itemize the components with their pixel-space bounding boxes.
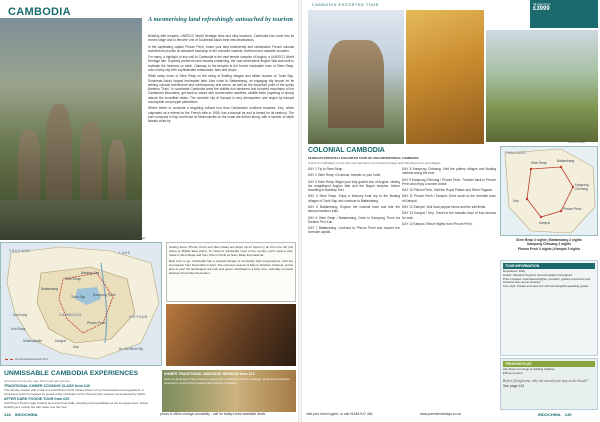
- itinerary-day: DAY 5 Battambang. Explore the colonial town and ride the famous bamboo train.: [308, 204, 400, 214]
- temple-tower: [80, 122, 102, 200]
- temple-photo: [0, 18, 142, 240]
- nights-line: Siem Reap 3 nights | Battambang 2 nights: [516, 238, 582, 242]
- experience-text: This full-day session with a visit to a local Phnom Penh market where to buy fresh produce and ingredients. A sumptuous lunch is prepared by guests under instruction of the chef and then enjoyed, accompanied by drinks.: [4, 388, 146, 396]
- page-number: 148: [4, 412, 11, 417]
- photo-caption: Phnom Penh: [568, 140, 586, 144]
- map-place: Kep: [73, 345, 79, 349]
- itinerary-day: DAY 12 Kampot. Visit local pepper farms and the salt fields.: [402, 204, 486, 209]
- itinerary-day: DAY 2 Siem Reap. On arrival, transfer to your hotel.: [308, 173, 382, 178]
- map-place: Ho Chi Minh City: [119, 347, 143, 351]
- map-place: Sihanoukville: [23, 339, 42, 343]
- intro-paragraph: Bristling with temples, UNESCO World Heritage sites and silky beaches, Cambodia has come into its moves stage and to become one of Southeast Asia's best new destinations.: [148, 34, 294, 43]
- map-country-label: LAOS: [119, 251, 131, 255]
- left-page: [0, 0, 298, 422]
- right-page: [302, 0, 600, 422]
- footer-section: INDOCHINA: [538, 412, 561, 417]
- panel-row: Departures: Daily: [503, 269, 526, 273]
- intro-body: [148, 34, 294, 123]
- map-place: Phnom Penh: [563, 207, 582, 211]
- massage-photo: [162, 370, 296, 412]
- trek-heading: TREKKER PLUS: [503, 361, 595, 367]
- price-badge-label: 18 days from: [533, 2, 551, 6]
- route-map: [500, 146, 598, 236]
- tour-intro: Travel to Cambodia's iconic sites and experience its colonial heritage and charming towns and villages.: [308, 161, 442, 165]
- intro-heading: A mesmerising land refreshingly untouched by tourism: [148, 16, 293, 23]
- left-footer: [4, 412, 37, 417]
- map-place: Kampong Chhnang: [575, 183, 589, 191]
- trek-question: Before flying home, why not extend your stay at the beach?: [503, 378, 588, 383]
- unmissable-subheading: Get more out of your stay. Prices are per person.: [4, 379, 71, 383]
- legend-line-icon: [5, 359, 13, 360]
- footer-note: prices & offers change constantly - call for today's best available deals: [160, 412, 266, 416]
- child-photo: [166, 304, 296, 366]
- temple-tower: [18, 130, 40, 200]
- price-badge-value: £3999: [533, 6, 550, 12]
- intro-paragraph: For many, a highlight of any visit to Cambodia is the vast temple complex of Angkor, a UNESCO World Heritage site. Superbly preserved and visually entrancing, the vast centrepiece Angkor Wat was built to replicate the heavens on earth. Gateway to the temples is the former backwater town of Siem Reap, now a lively city with sophisticated restaurants, bars and shops.: [148, 55, 294, 72]
- itinerary-day: DAY 14 Kampot. Return flights from Phnom Penh.: [402, 221, 473, 226]
- map-country-label: VIETNAM: [129, 315, 148, 319]
- itinerary-column: [308, 167, 400, 235]
- temple-tower: [108, 140, 126, 200]
- panel-row: Tour style: Private escorted tour with local English-speaking guides: [503, 284, 589, 289]
- trek-row: £45 per person: [503, 370, 523, 375]
- itinerary-day: DAY 9 Kampong Chhnang / Phnom Penh. Transfer back to Phnom Penh and enjoy a sunset cruise.: [402, 177, 496, 186]
- map-place: Battambang: [557, 159, 575, 163]
- moat-water: [0, 200, 142, 240]
- page-header: CAMBODIA ESCORTED TOUR: [312, 3, 379, 7]
- getting-there-box: [166, 242, 296, 302]
- footer-section: INDOCHINA: [14, 412, 38, 417]
- tour-title: COLONIAL CAMBODIA: [308, 147, 385, 154]
- panel-row: Price includes: International flights, transfers, guided excursions and entrance fees as per itinerary: [503, 276, 591, 285]
- itinerary-day: DAY 11 Phnom Penh / Kampot. Drive south to the riverside town of Kampot.: [402, 194, 496, 203]
- panel-heading: TOUR INFORMATION: [503, 263, 595, 269]
- panel-row: Hotels: Standard Superior accommodation throughout: [503, 272, 573, 277]
- map-place: Banteay Srei: [81, 271, 100, 275]
- nights-line: Kampong Chhnang 2 nights: [527, 242, 571, 247]
- experience-title: KHMER TRADITIONAL MASSAGE SESSION from £12: [164, 372, 255, 376]
- map-place: Siem Reap: [531, 161, 547, 165]
- experience-title: AFTER DARK FOODIE TOUR from £69: [4, 397, 70, 401]
- experience-title: TRADITIONAL KHMER COOKING CLASS from £49: [4, 384, 90, 388]
- cambodia-map: [0, 242, 162, 366]
- itinerary-column: [402, 167, 496, 226]
- trek-row: Ask about our range of trekking holidays: [503, 367, 555, 371]
- map-place: Kampong Thom: [93, 293, 116, 297]
- map-place: Tonle Sap: [71, 295, 86, 299]
- experience-text: Visit to a local spa in Siem Reap to experience a traditional Khmer massage, an ancient technique designed to soothe tired muscles and improve circulation.: [164, 377, 290, 385]
- gate-structure: [328, 40, 384, 128]
- best-time-text: Best time to go: Cambodia has a tropical climate of constantly high temperatures, with the wet season from November to April. The monsoon season is May to October; however, at this time of year the landscapes are lush and green. Northeast is a drier time; Humidity is lowest between November-December.: [169, 259, 294, 276]
- price-badge: [530, 0, 598, 28]
- tour-subtitle: 18 NIGHTS PRIVATELY ESCORTED TOUR OF UNCONVENTIONAL CAMBODIA: [308, 156, 419, 160]
- map-country-label: THAILAND: [9, 249, 31, 253]
- map-place: Battambang: [41, 287, 59, 291]
- trek-link[interactable]: See page 142: [503, 383, 525, 388]
- map-legend: [5, 357, 48, 361]
- itinerary-day: DAY 13 Kampot / Kep. Travel to the seaside town of Kep famous for crab.: [402, 211, 496, 220]
- photo-caption: Tonle Sap: [132, 236, 146, 240]
- itinerary-day: DAY 6 Siem Reap / Battambang. Drive to Kampong Thom via Sambor Prei Kuk.: [308, 215, 400, 224]
- page-number: 149: [564, 412, 572, 417]
- photo-caption: Banteay Kdei: [310, 140, 328, 144]
- footer-web[interactable]: www.premierholidays.co.uk: [420, 412, 462, 416]
- intro-paragraph: While away much of Siem Reap on the string of floating villages and stilted houses on Tonle Sap, Southeast Asia's largest freshwater lake. Also close to Battambang, an engaging city known for its striking colonial architecture and contemporary arts scene, as well as the departure point of the quirky Bamboo 'Train'. In southwest Cambodia amid the wildlife-rich rainforest and rumpled mountains of the Cardamom Mountains, get back to nature with conservation activities, wildlife-treks, kayaking or simply absorb the incredible vistas. The riverside city of Kampot is very atmospheric and ringed by tranquil countryside and pepper plantations.: [148, 74, 294, 104]
- intro-paragraph: Where better to conclude a beguiling cultural tour than Cambodia's southern beaches. Kep, which originated as a retreat for the French elite in 1908, has a tranquil air and is famed for its seafood. The pure sunspots in Kep and those at Sihanoukville on the coast are further along, with a number of idyllic islands close by.: [148, 106, 294, 124]
- trekker-plus-box: [500, 358, 598, 410]
- map-place: Kampot: [55, 339, 66, 343]
- right-footer: [538, 412, 571, 417]
- map-place: Kampot: [539, 221, 550, 225]
- map-place: Phnom Penh: [87, 321, 106, 325]
- experience-text: Visit Phnom Penh's night markets and street food stalls, sampling local specialities as the sun goes down, before finishing at a rooftop bar with views over the river.: [4, 401, 149, 409]
- nights-summary: [500, 238, 598, 251]
- map-place: Koh Kong: [13, 313, 28, 317]
- field-photo: [486, 30, 598, 142]
- itinerary-day: DAY 3 Siem Reap. Begin your fully guided tour of Angkor, visiting the magnificent Angkor Wat and the Bayon temples, before travelling to Banteay Srei.: [308, 179, 400, 193]
- itinerary-day: DAY 10 Phnom Penh. Visit the Royal Palace and Silver Pagoda.: [402, 188, 493, 193]
- map-legend-label: Cambodia Escorted Tour: [15, 357, 48, 361]
- map-place: Kep: [513, 199, 519, 203]
- footer-call: visit your travel agent, or call 01484 917 464: [306, 412, 373, 416]
- itinerary-day: DAY 7 Battambang. Continue to Phnom Penh and explore the riverside capital.: [308, 226, 400, 235]
- monks-photo: [406, 10, 484, 144]
- itinerary-day: DAY 4 Siem Reap. Enjoy a leisurely boat trip to the floating villages of Tonle Sap and continue to Battambang.: [308, 194, 400, 203]
- unmissable-heading: UNMISSABLE CAMBODIA EXPERIENCES: [4, 370, 139, 377]
- map-country-label: THAILAND: [505, 151, 527, 155]
- nights-line: Phnom Penh 3 nights | Kampot 3 nights: [517, 246, 581, 251]
- itinerary-day: DAY 1 Fly to Siem Reap: [308, 167, 343, 171]
- temple-tower: [46, 104, 72, 200]
- map-place: Koh Rong: [11, 327, 26, 331]
- section-title: CAMBODIA: [8, 6, 71, 18]
- itinerary-day: DAY 8 Kampong Chhnang. Visit the pottery villages and floating markets along the river.: [402, 167, 496, 176]
- map-country-label: CAMBODIA: [59, 313, 82, 317]
- intro-paragraph: In the captivating capital Phnom Penh, brace your land biodiversity and ramshackle French colonial architecture provide an attractive backdrop to the colourful markets, riverfront and roadside wonders.: [148, 44, 294, 53]
- tour-info-panel: [500, 260, 598, 356]
- map-place: Siem Reap: [65, 277, 81, 281]
- temple-gate-photo: [308, 10, 404, 144]
- getting-there-text: Getting there: Phnom Penh and Siem Reap are about 12-13 hours by air from the UK (via Asian or Middle East cities). To travel to Cambodia most of the country you'll need a visa; travel to Siem Reap and from Phnom Penh as Siem Reap International.: [169, 245, 293, 258]
